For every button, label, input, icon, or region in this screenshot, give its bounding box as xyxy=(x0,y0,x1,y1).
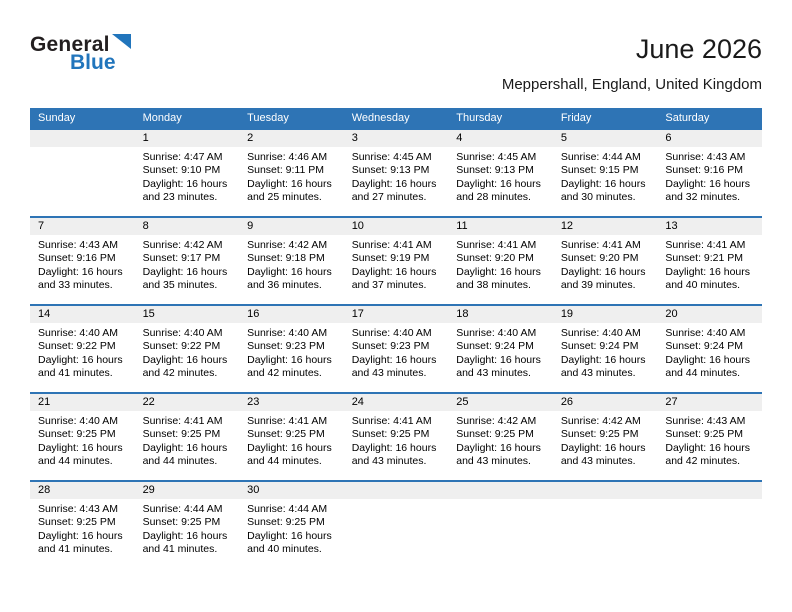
weekday-header-friday: Friday xyxy=(553,108,658,129)
day-number: 2 xyxy=(239,130,344,147)
day-number: 8 xyxy=(135,218,240,235)
day-info xyxy=(448,147,553,205)
sunset-text: Sunset: 9:13 PM xyxy=(456,164,534,177)
sunrise-text: Sunrise: 4:43 AM xyxy=(38,503,118,515)
day-number-empty xyxy=(30,130,135,147)
daylight-text-line2: and 44 minutes. xyxy=(142,455,218,468)
page-header xyxy=(30,0,762,93)
day-info xyxy=(344,235,449,293)
sunset-text: Sunset: 9:25 PM xyxy=(142,516,221,529)
day-cell xyxy=(135,481,240,569)
empty-day-cell xyxy=(344,481,449,569)
day-info xyxy=(553,323,658,381)
day-number: 7 xyxy=(30,218,135,235)
daylight-text-line2: and 42 minutes. xyxy=(142,367,218,380)
weekday-header-saturday: Saturday xyxy=(657,108,762,129)
day-number: 30 xyxy=(239,482,344,499)
sunrise-text: Sunrise: 4:42 AM xyxy=(142,239,223,251)
day-cell xyxy=(30,393,135,481)
day-cell xyxy=(448,129,553,217)
day-cell xyxy=(553,129,658,217)
sunrise-text: Sunrise: 4:40 AM xyxy=(560,327,641,339)
sunrise-text: Sunrise: 4:42 AM xyxy=(560,415,641,427)
daylight-text-line2: and 36 minutes. xyxy=(247,279,322,292)
sunset-text: Sunset: 9:25 PM xyxy=(665,428,744,441)
sunset-text: Sunset: 9:25 PM xyxy=(142,428,221,441)
daylight-text-line1: Daylight: 16 hours xyxy=(351,441,437,454)
day-info xyxy=(135,323,240,381)
sunset-text: Sunset: 9:22 PM xyxy=(38,340,116,353)
empty-day-cell xyxy=(30,129,135,217)
day-info xyxy=(657,323,762,381)
day-info xyxy=(30,411,135,469)
daylight-text-line1: Daylight: 16 hours xyxy=(38,353,123,366)
daylight-text-line1: Daylight: 16 hours xyxy=(38,529,123,542)
day-cell xyxy=(30,217,135,305)
sunrise-text: Sunrise: 4:40 AM xyxy=(665,327,746,339)
location-subtitle: Meppershall, England, United Kingdom xyxy=(501,76,762,93)
day-number: 22 xyxy=(135,394,240,411)
day-number-empty xyxy=(657,482,762,499)
day-cell xyxy=(239,129,344,217)
weekday-header-thursday: Thursday xyxy=(448,108,553,129)
daylight-text-line2: and 37 minutes. xyxy=(351,279,427,292)
sunset-text: Sunset: 9:10 PM xyxy=(142,164,221,177)
day-cell xyxy=(448,217,553,305)
daylight-text-line2: and 43 minutes. xyxy=(560,455,636,468)
daylight-text-line2: and 35 minutes. xyxy=(142,279,218,292)
daylight-text-line2: and 41 minutes. xyxy=(38,367,113,380)
daylight-text-line1: Daylight: 16 hours xyxy=(247,441,332,454)
daylight-text-line2: and 44 minutes. xyxy=(665,367,741,380)
day-number-empty xyxy=(344,482,449,499)
sunset-text: Sunset: 9:23 PM xyxy=(247,340,325,353)
day-info xyxy=(135,411,240,469)
day-cell xyxy=(239,217,344,305)
sunrise-text: Sunrise: 4:45 AM xyxy=(456,151,537,163)
sunrise-text: Sunrise: 4:41 AM xyxy=(247,415,328,427)
daylight-text-line2: and 32 minutes. xyxy=(665,191,741,204)
day-cell xyxy=(30,305,135,393)
sunset-text: Sunset: 9:24 PM xyxy=(560,340,639,353)
weekday-header-row xyxy=(30,108,762,129)
sunset-text: Sunset: 9:15 PM xyxy=(560,164,639,177)
day-cell xyxy=(448,393,553,481)
sunset-text: Sunset: 9:17 PM xyxy=(142,252,221,265)
week-row xyxy=(30,305,762,393)
day-cell xyxy=(657,217,762,305)
sunset-text: Sunset: 9:20 PM xyxy=(560,252,639,265)
daylight-text-line1: Daylight: 16 hours xyxy=(665,265,751,278)
daylight-text-line1: Daylight: 16 hours xyxy=(351,353,437,366)
daylight-text-line1: Daylight: 16 hours xyxy=(142,441,228,454)
daylight-text-line1: Daylight: 16 hours xyxy=(456,265,541,278)
daylight-text-line2: and 41 minutes. xyxy=(38,543,113,556)
sunset-text: Sunset: 9:22 PM xyxy=(142,340,221,353)
day-cell xyxy=(239,481,344,569)
day-cell xyxy=(135,217,240,305)
daylight-text-line1: Daylight: 16 hours xyxy=(247,353,332,366)
sunset-text: Sunset: 9:25 PM xyxy=(38,428,116,441)
day-cell xyxy=(30,481,135,569)
daylight-text-line2: and 23 minutes. xyxy=(142,191,218,204)
day-number: 3 xyxy=(344,130,449,147)
sunrise-text: Sunrise: 4:42 AM xyxy=(247,239,328,251)
sunset-text: Sunset: 9:13 PM xyxy=(351,164,430,177)
calendar-head xyxy=(30,108,762,129)
sunset-text: Sunset: 9:25 PM xyxy=(560,428,639,441)
day-number: 28 xyxy=(30,482,135,499)
day-number-empty xyxy=(553,482,658,499)
daylight-text-line1: Daylight: 16 hours xyxy=(38,265,123,278)
day-info xyxy=(448,235,553,293)
day-cell xyxy=(344,217,449,305)
day-cell xyxy=(553,217,658,305)
day-number: 23 xyxy=(239,394,344,411)
daylight-text-line1: Daylight: 16 hours xyxy=(142,177,228,190)
day-number: 15 xyxy=(135,306,240,323)
month-title: June 2026 xyxy=(635,34,762,64)
daylight-text-line1: Daylight: 16 hours xyxy=(560,177,646,190)
day-info xyxy=(448,411,553,469)
sunrise-text: Sunrise: 4:43 AM xyxy=(665,415,746,427)
weekday-header-sunday: Sunday xyxy=(30,108,135,129)
sunset-text: Sunset: 9:25 PM xyxy=(247,428,325,441)
day-number: 24 xyxy=(344,394,449,411)
day-number: 20 xyxy=(657,306,762,323)
sunset-text: Sunset: 9:25 PM xyxy=(38,516,116,529)
daylight-text-line1: Daylight: 16 hours xyxy=(456,353,541,366)
daylight-text-line2: and 43 minutes. xyxy=(456,367,531,380)
sunrise-text: Sunrise: 4:41 AM xyxy=(456,239,537,251)
day-info xyxy=(553,235,658,293)
day-info xyxy=(135,499,240,557)
day-info xyxy=(30,499,135,557)
sunset-text: Sunset: 9:11 PM xyxy=(247,164,324,177)
daylight-text-line1: Daylight: 16 hours xyxy=(665,177,751,190)
daylight-text-line2: and 43 minutes. xyxy=(351,367,427,380)
day-info xyxy=(239,323,344,381)
sunrise-text: Sunrise: 4:41 AM xyxy=(351,239,432,251)
day-info xyxy=(657,235,762,293)
empty-day-cell xyxy=(553,481,658,569)
weekday-header-tuesday: Tuesday xyxy=(239,108,344,129)
daylight-text-line2: and 43 minutes. xyxy=(456,455,531,468)
sunset-text: Sunset: 9:25 PM xyxy=(351,428,430,441)
sunrise-text: Sunrise: 4:41 AM xyxy=(560,239,641,251)
daylight-text-line2: and 43 minutes. xyxy=(560,367,636,380)
sunset-text: Sunset: 9:24 PM xyxy=(456,340,534,353)
calendar-table xyxy=(30,108,762,569)
day-number: 17 xyxy=(344,306,449,323)
day-number: 27 xyxy=(657,394,762,411)
weekday-header-monday: Monday xyxy=(135,108,240,129)
daylight-text-line2: and 30 minutes. xyxy=(560,191,636,204)
daylight-text-line2: and 25 minutes. xyxy=(247,191,322,204)
day-cell xyxy=(344,305,449,393)
title-block xyxy=(502,34,762,93)
daylight-text-line2: and 42 minutes. xyxy=(665,455,741,468)
sunrise-text: Sunrise: 4:43 AM xyxy=(38,239,118,251)
day-info xyxy=(553,411,658,469)
day-number: 16 xyxy=(239,306,344,323)
day-number: 13 xyxy=(657,218,762,235)
daylight-text-line1: Daylight: 16 hours xyxy=(456,441,541,454)
week-row xyxy=(30,129,762,217)
daylight-text-line1: Daylight: 16 hours xyxy=(665,353,751,366)
sunrise-text: Sunrise: 4:40 AM xyxy=(38,415,118,427)
daylight-text-line2: and 41 minutes. xyxy=(142,543,218,556)
day-cell xyxy=(135,129,240,217)
day-info xyxy=(657,411,762,469)
daylight-text-line1: Daylight: 16 hours xyxy=(560,441,646,454)
sunset-text: Sunset: 9:20 PM xyxy=(456,252,534,265)
day-cell xyxy=(239,393,344,481)
sunset-text: Sunset: 9:25 PM xyxy=(247,516,325,529)
day-info xyxy=(30,235,135,293)
daylight-text-line1: Daylight: 16 hours xyxy=(665,441,751,454)
daylight-text-line1: Daylight: 16 hours xyxy=(142,353,228,366)
daylight-text-line1: Daylight: 16 hours xyxy=(456,177,541,190)
daylight-text-line1: Daylight: 16 hours xyxy=(38,441,123,454)
sunrise-text: Sunrise: 4:40 AM xyxy=(456,327,537,339)
sunrise-text: Sunrise: 4:47 AM xyxy=(142,151,223,163)
day-number: 29 xyxy=(135,482,240,499)
sunrise-text: Sunrise: 4:43 AM xyxy=(665,151,746,163)
sunrise-text: Sunrise: 4:44 AM xyxy=(560,151,641,163)
calendar-body xyxy=(30,129,762,569)
daylight-text-line2: and 44 minutes. xyxy=(247,455,322,468)
day-cell xyxy=(135,305,240,393)
daylight-text-line2: and 44 minutes. xyxy=(38,455,113,468)
day-info xyxy=(239,235,344,293)
sunrise-text: Sunrise: 4:41 AM xyxy=(142,415,223,427)
daylight-text-line1: Daylight: 16 hours xyxy=(560,353,646,366)
sunrise-text: Sunrise: 4:42 AM xyxy=(456,415,537,427)
sunset-text: Sunset: 9:25 PM xyxy=(456,428,534,441)
day-number: 4 xyxy=(448,130,553,147)
empty-day-cell xyxy=(448,481,553,569)
day-number: 18 xyxy=(448,306,553,323)
sunset-text: Sunset: 9:24 PM xyxy=(665,340,744,353)
day-number: 10 xyxy=(344,218,449,235)
day-number: 21 xyxy=(30,394,135,411)
week-row xyxy=(30,393,762,481)
day-cell xyxy=(553,305,658,393)
logo-text-blue: Blue xyxy=(70,51,116,74)
sunrise-text: Sunrise: 4:44 AM xyxy=(142,503,223,515)
day-info xyxy=(344,147,449,205)
sunrise-text: Sunrise: 4:40 AM xyxy=(142,327,223,339)
day-cell xyxy=(448,305,553,393)
daylight-text-line1: Daylight: 16 hours xyxy=(247,177,332,190)
day-number: 25 xyxy=(448,394,553,411)
day-number-empty xyxy=(448,482,553,499)
sunset-text: Sunset: 9:19 PM xyxy=(351,252,430,265)
sunset-text: Sunset: 9:23 PM xyxy=(351,340,430,353)
daylight-text-line1: Daylight: 16 hours xyxy=(142,529,228,542)
sunrise-text: Sunrise: 4:41 AM xyxy=(351,415,432,427)
sunrise-text: Sunrise: 4:44 AM xyxy=(247,503,328,515)
day-info xyxy=(239,411,344,469)
day-cell xyxy=(239,305,344,393)
daylight-text-line2: and 40 minutes. xyxy=(247,543,322,556)
daylight-text-line2: and 38 minutes. xyxy=(456,279,531,292)
day-number: 6 xyxy=(657,130,762,147)
daylight-text-line2: and 40 minutes. xyxy=(665,279,741,292)
sunrise-text: Sunrise: 4:45 AM xyxy=(351,151,432,163)
day-info xyxy=(344,323,449,381)
sunrise-text: Sunrise: 4:46 AM xyxy=(247,151,328,163)
day-number: 26 xyxy=(553,394,658,411)
sunset-text: Sunset: 9:21 PM xyxy=(665,252,744,265)
day-number: 5 xyxy=(553,130,658,147)
logo-text-general: General xyxy=(30,33,110,56)
sunrise-text: Sunrise: 4:40 AM xyxy=(351,327,432,339)
day-info xyxy=(448,323,553,381)
day-info xyxy=(30,323,135,381)
daylight-text-line1: Daylight: 16 hours xyxy=(351,265,437,278)
day-cell xyxy=(657,305,762,393)
sunrise-text: Sunrise: 4:40 AM xyxy=(247,327,328,339)
daylight-text-line1: Daylight: 16 hours xyxy=(560,265,646,278)
daylight-text-line2: and 27 minutes. xyxy=(351,191,427,204)
day-number: 19 xyxy=(553,306,658,323)
day-info xyxy=(239,499,344,557)
day-cell xyxy=(657,393,762,481)
day-number: 9 xyxy=(239,218,344,235)
week-row xyxy=(30,217,762,305)
sunset-text: Sunset: 9:18 PM xyxy=(247,252,325,265)
day-number: 14 xyxy=(30,306,135,323)
daylight-text-line2: and 43 minutes. xyxy=(351,455,427,468)
daylight-text-line1: Daylight: 16 hours xyxy=(247,265,332,278)
day-cell xyxy=(135,393,240,481)
logo-triangle-icon xyxy=(112,34,131,49)
day-info xyxy=(344,411,449,469)
weekday-header-wednesday: Wednesday xyxy=(344,108,449,129)
daylight-text-line2: and 28 minutes. xyxy=(456,191,531,204)
day-cell xyxy=(657,129,762,217)
daylight-text-line1: Daylight: 16 hours xyxy=(142,265,228,278)
daylight-text-line2: and 33 minutes. xyxy=(38,279,113,292)
day-info xyxy=(657,147,762,205)
sunrise-text: Sunrise: 4:40 AM xyxy=(38,327,118,339)
daylight-text-line1: Daylight: 16 hours xyxy=(351,177,437,190)
day-number: 1 xyxy=(135,130,240,147)
day-info xyxy=(239,147,344,205)
daylight-text-line1: Daylight: 16 hours xyxy=(247,529,332,542)
day-cell xyxy=(344,129,449,217)
general-blue-logo xyxy=(30,34,131,73)
day-info xyxy=(135,235,240,293)
day-info xyxy=(553,147,658,205)
day-number: 12 xyxy=(553,218,658,235)
empty-day-cell xyxy=(657,481,762,569)
day-number: 11 xyxy=(448,218,553,235)
daylight-text-line2: and 42 minutes. xyxy=(247,367,322,380)
day-cell xyxy=(553,393,658,481)
sunrise-text: Sunrise: 4:41 AM xyxy=(665,239,746,251)
sunset-text: Sunset: 9:16 PM xyxy=(38,252,116,265)
daylight-text-line2: and 39 minutes. xyxy=(560,279,636,292)
day-cell xyxy=(344,393,449,481)
sunset-text: Sunset: 9:16 PM xyxy=(665,164,744,177)
day-info xyxy=(135,147,240,205)
week-row xyxy=(30,481,762,569)
